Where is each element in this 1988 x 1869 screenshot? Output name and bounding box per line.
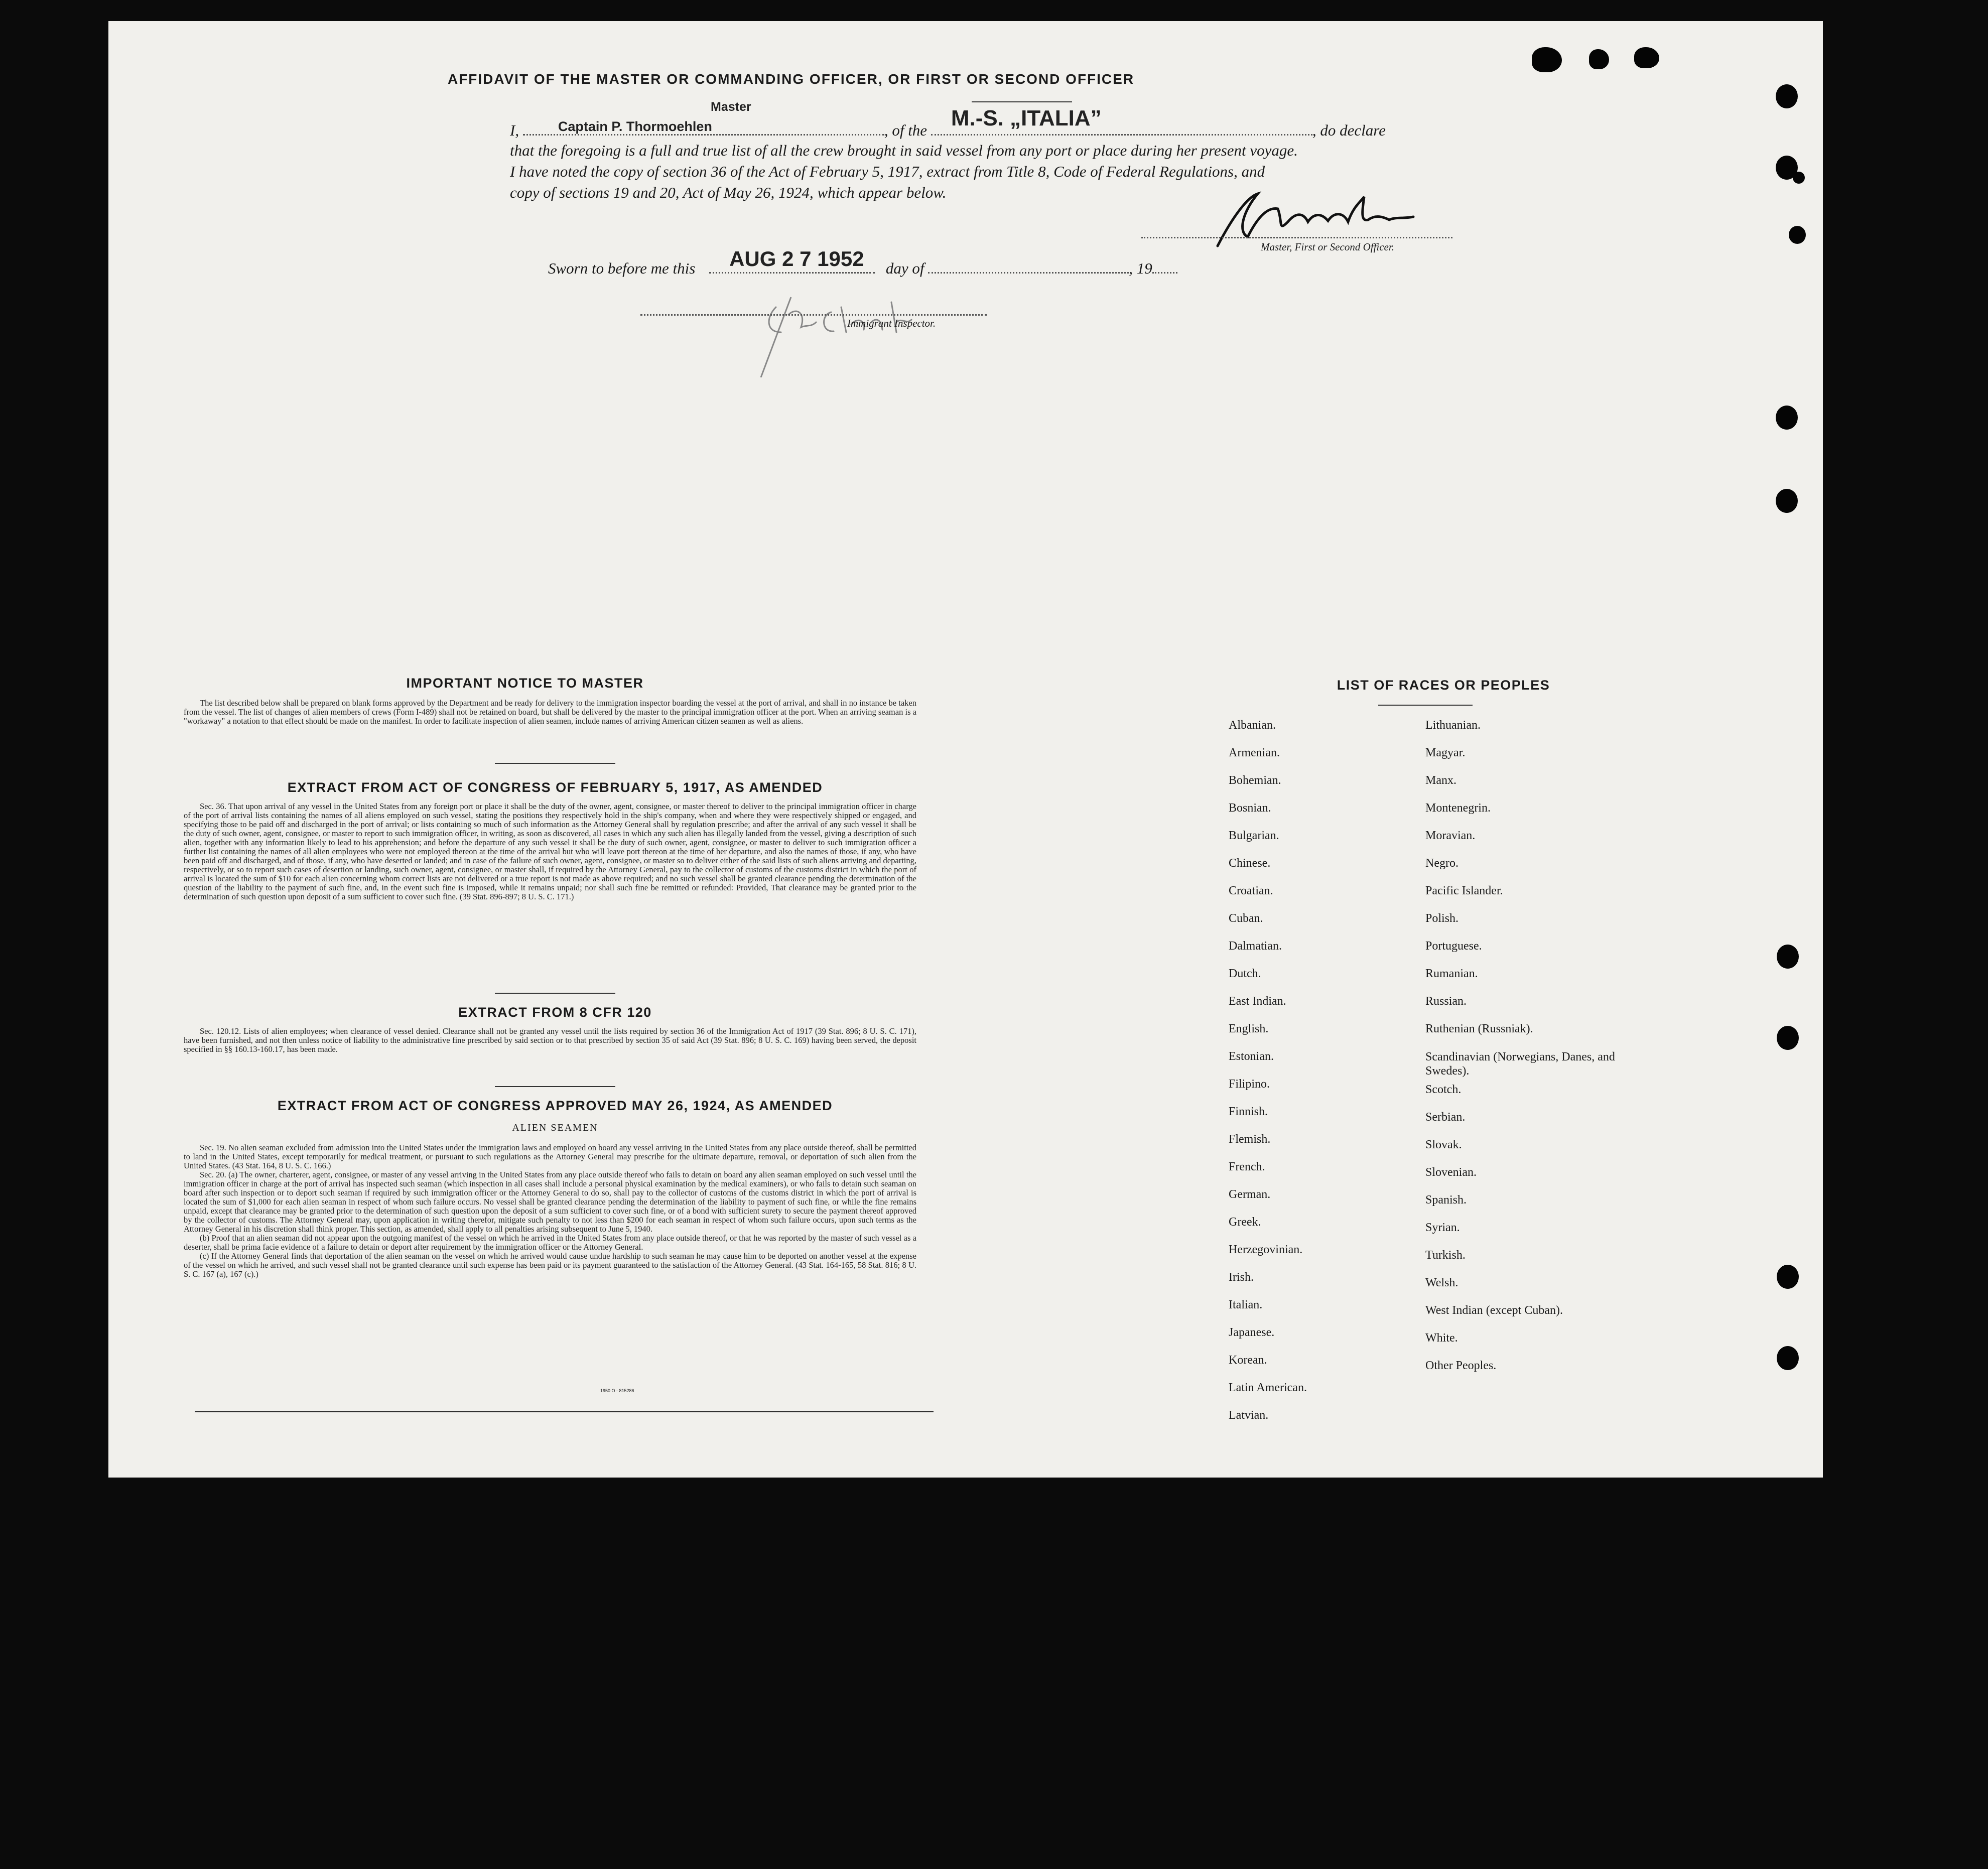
races-left-column bbox=[1229, 719, 1307, 1436]
binder-hole bbox=[1777, 945, 1799, 969]
race-item: Bohemian. bbox=[1229, 774, 1281, 787]
race-item: Estonian. bbox=[1229, 1050, 1274, 1063]
signature-caption: Master, First or Second Officer. bbox=[1261, 241, 1394, 253]
affidavit-title: AFFIDAVIT OF THE MASTER OR COMMANDING OFFICER, OR FIRST OR SECOND OFFICER bbox=[447, 71, 1135, 87]
divider bbox=[495, 993, 615, 994]
vessel-name: M.-S. „ITALIA” bbox=[951, 106, 1102, 130]
race-item: Magyar. bbox=[1425, 746, 1466, 759]
master-name-field[interactable] bbox=[523, 119, 884, 136]
inspector-caption: Immigrant Inspector. bbox=[847, 317, 936, 329]
sworn-date-field[interactable] bbox=[709, 247, 875, 274]
race-item: Japanese. bbox=[1229, 1326, 1275, 1339]
binder-hole bbox=[1777, 1026, 1799, 1050]
race-item: Rumanian. bbox=[1425, 967, 1478, 980]
signature-line bbox=[1141, 237, 1452, 238]
race-item: Russian. bbox=[1425, 995, 1467, 1008]
do-declare-label: , do declare bbox=[1312, 121, 1386, 139]
statement-line: copy of sections 19 and 20, Act of May 26, 1924, which appear below. bbox=[510, 184, 947, 201]
divider bbox=[972, 101, 1072, 102]
race-item: Bosnian. bbox=[1229, 802, 1271, 815]
race-item: Finnish. bbox=[1229, 1105, 1268, 1118]
race-item: Syrian. bbox=[1425, 1221, 1460, 1234]
race-item: Flemish. bbox=[1229, 1133, 1271, 1146]
race-item: Slovenian. bbox=[1425, 1166, 1477, 1179]
race-item: Croatian. bbox=[1229, 884, 1273, 897]
vessel-name-field[interactable] bbox=[931, 106, 1312, 136]
cfr-body bbox=[184, 1027, 916, 1054]
race-item: Greek. bbox=[1229, 1216, 1261, 1229]
race-item: Dalmatian. bbox=[1229, 940, 1282, 953]
divider bbox=[495, 1086, 615, 1087]
race-item: Spanish. bbox=[1425, 1193, 1467, 1207]
day-of-label: day of bbox=[885, 259, 924, 277]
sec-19-text: Sec. 19. No alien seaman excluded from admission into the United States under the immigration laws and employed on board any vessel arriving in the United States from any place outside thereof, shall be permitted to land in the United States, except temporarily for medical treatment, or pursuant to such regulations as the Attorney General may prescribe for the ultimate departure, removal, or deportation of such alien from the United States. (43 Stat. 164, 8 U. S. C. 166.) bbox=[184, 1143, 916, 1170]
sec-36-text: Sec. 36. That upon arrival of any vessel in the United States from any foreign port or place it shall be the duty of the owner, agent, consignee, or master thereof to deliver to the principal immigration officer in charge of the port of arrival lists containing the names of all aliens employed on such vessel, stating the positions they respectively hold in the ship's company, when and where they were respectively shipped or engaged, and specifying those to be paid off and discharged in the port of arrival; or lists containing so much of such information as the Attorney General shall by regulation prescribe; and after the arrival of any such vessel it shall be the duty of such owner, agent, consignee, or master to report to such immigration officer, in writing, as soon as discovered, all cases in which any such alien has illegally landed from the vessel, giving a description of such alien, together with any information likely to lead to his apprehension; and before the departure of any such vessel it shall be the duty of such owner, agent, consignee, or master to deliver to such immigration officer a further list containing the names of all alien employees who were not employed thereon at the time of the arrival but who will leave port thereon at the time of her departure, and also the names of those, if any, who have been paid off and discharged, and of those, if any, who have deserted or landed; and in case of the failure of such owner, agent, consignee, or master so to deliver either of the said lists of such aliens arriving and departing, respectively, or so to report such cases of desertion or landing, such owner, agent, consignee, or master shall, if required by the Attorney General, pay to the collector of customs of the customs district in which the port of arrival is located the sum of $10 for each alien concerning whom correct lists are not delivered or a true report is not made as above required; and no such vessel shall be granted clearance pending the determination of the question of the liability to the payment of such fine, and, in the event such fine is imposed, while it remains unpaid; nor shall such fine be remitted or refunded: Provided, That clearance may be granted prior to the determination of such question upon deposit of a sum sufficient to cover such fine. (39 Stat. 896-897; 8 U. S. C. 171.) bbox=[184, 802, 916, 901]
month-field[interactable] bbox=[928, 257, 1129, 274]
race-item: Turkish. bbox=[1425, 1249, 1466, 1262]
race-item: Armenian. bbox=[1229, 746, 1280, 759]
race-item: German. bbox=[1229, 1188, 1271, 1201]
year-field[interactable] bbox=[1152, 257, 1177, 274]
race-item: Italian. bbox=[1229, 1298, 1263, 1311]
race-item: Moravian. bbox=[1425, 829, 1476, 842]
sworn-line bbox=[548, 247, 1177, 278]
date-stamp: AUG 2 7 1952 bbox=[729, 247, 864, 271]
sec-120-text: Sec. 120.12. Lists of alien employees; when clearance of vessel denied. Clearance shall not be granted any vessel until the lists required by section 36 of the Immigration Act of 1917 (39 Stat. 896; 8 U. S. C. 171), have been furnished, and not then unless notice of liability to the administrative fine prescribed by said section or to that prescribed by section 35 of said Act (39 Stat. 896; 8 U. S. C. 169) having been served, the deposit specified in §§ 160.13-160.17, has been made. bbox=[184, 1026, 916, 1054]
master-typed: Master bbox=[711, 100, 751, 114]
binder-hole bbox=[1776, 406, 1798, 430]
divider bbox=[495, 763, 615, 764]
race-item: Manx. bbox=[1425, 774, 1456, 787]
race-item: Slovak. bbox=[1425, 1138, 1462, 1151]
race-item: Latin American. bbox=[1229, 1381, 1307, 1394]
extract-1924-title: EXTRACT FROM ACT OF CONGRESS APPROVED MAY 26, 1924, AS AMENDED bbox=[277, 1098, 833, 1113]
extract-1917-body bbox=[184, 802, 916, 901]
race-item: Latvian. bbox=[1229, 1409, 1269, 1422]
race-item: Other Peoples. bbox=[1425, 1359, 1497, 1372]
races-right-column bbox=[1425, 719, 1616, 1387]
race-item: Bulgarian. bbox=[1229, 829, 1279, 842]
binder-hole bbox=[1776, 489, 1798, 513]
extract-1917-title: EXTRACT FROM ACT OF CONGRESS OF FEBRUARY 5, 1917, AS AMENDED bbox=[287, 780, 823, 795]
extract-1924-body bbox=[184, 1143, 916, 1279]
document-page bbox=[108, 21, 1823, 1478]
sec-20a-text: Sec. 20. (a) The owner, charterer, agent, consignee, or master of any vessel arriving in the United States from any place outside thereof who fails to detain on board any alien seaman employed on such vessel until the immigration officer in charge at the port of arrival has inspected such seaman (which inspection in all cases shall include a personal physical examination by the medical examiners), or who fails to detain such seaman on board after such inspection or to deport such seaman if required by such immigration officer or the Attorney General to do so, shall pay to the collector of customs of the customs district in which the port of arrival is located the sum of $1,000 for each alien seaman in respect of whom such failure occurs. No vessel shall be granted clearance pending the determination of the liability to payment of such fine, or while the fine remains unpaid, except that clearance may be granted prior to the determination of such question upon the deposit of a sum sufficient to cover such fine, or of a bond with sufficient surety to secure the payment thereof approved by the collector of customs. The Attorney General may, upon application in writing therefor, mitigate such penalty to not less than $200 for each seaman in respect of whom such failure occurs, upon such terms as the Attorney General in his discretion shall think proper. This section, as amended, shall apply to all penalties arising subsequent to June 5, 1940. bbox=[184, 1170, 916, 1234]
race-item: Portuguese. bbox=[1425, 940, 1482, 953]
race-item: Scotch. bbox=[1425, 1083, 1462, 1096]
race-item: Chinese. bbox=[1229, 857, 1271, 870]
sec-20c-text: (c) If the Attorney General finds that deportation of the alien seaman on the vessel on which he arrived would cause undue hardship to such seaman he may cause him to be deported on another vessel at the expense of the vessel on which he arrived, and such vessel shall not be granted clearance until such expense has been paid or its payment guaranteed to the satisfaction of the Attorney General. (43 Stat. 164-165, 58 Stat. 816; 8 U. S. C. 167 (a), 167 (c).) bbox=[184, 1251, 916, 1279]
cfr-title: EXTRACT FROM 8 CFR 120 bbox=[458, 1005, 652, 1020]
ink-blot bbox=[1634, 47, 1659, 68]
divider bbox=[1378, 705, 1473, 706]
statement-line: that the foregoing is a full and true list of all the crew brought in said vessel from any port or place during her present voyage. bbox=[510, 142, 1298, 159]
binder-hole bbox=[1777, 1265, 1799, 1289]
race-item: Filipino. bbox=[1229, 1078, 1270, 1091]
race-item: Ruthenian (Russniak). bbox=[1425, 1022, 1533, 1035]
race-item: Lithuanian. bbox=[1425, 719, 1481, 732]
race-item: Korean. bbox=[1229, 1354, 1267, 1367]
race-item: Serbian. bbox=[1425, 1111, 1466, 1124]
race-item: Irish. bbox=[1229, 1271, 1254, 1284]
race-item: French. bbox=[1229, 1160, 1265, 1173]
race-item: Scandinavian (Norwegians, Danes, and Swedes). bbox=[1425, 1050, 1615, 1078]
race-item: Polish. bbox=[1425, 912, 1459, 925]
notice-text: The list described below shall be prepared on blank forms approved by the Department and be ready for delivery to the immigration inspector boarding the vessel at the port of arrival, and shall in no instance be taken from the vessel. The list of changes of alien members of crews (Form I-489) shall not be retained on board, but shall be delivered by the master to the principal immigration officer at the port. When an arriving seaman is a "workaway" a notation to that effect should be made on the manifest. In order to facilitate inspection of alien seamen, include names of arriving American citizen seamen as well as aliens. bbox=[184, 698, 916, 726]
race-item: Dutch. bbox=[1229, 967, 1261, 980]
race-item: English. bbox=[1229, 1022, 1269, 1035]
binder-hole bbox=[1776, 84, 1798, 108]
race-item: West Indian (except Cuban). bbox=[1425, 1304, 1563, 1317]
year-label: , 19 bbox=[1129, 259, 1152, 277]
race-item: Welsh. bbox=[1425, 1276, 1459, 1289]
race-item: Herzegovinian. bbox=[1229, 1243, 1303, 1256]
printer-mark: 1950 O - 815286 bbox=[600, 1388, 634, 1393]
alien-seamen-subtitle: ALIEN SEAMEN bbox=[512, 1122, 598, 1133]
master-name: Captain P. Thormoehlen bbox=[558, 119, 712, 134]
race-item: White. bbox=[1425, 1331, 1458, 1345]
statement-line: I have noted the copy of section 36 of the Act of February 5, 1917, extract from Title 8, Code of Federal Regulations, and bbox=[510, 163, 1265, 180]
binder-hole bbox=[1793, 172, 1805, 184]
race-item: Pacific Islander. bbox=[1425, 884, 1503, 897]
ink-blot bbox=[1532, 47, 1562, 72]
binder-hole bbox=[1777, 1346, 1799, 1370]
race-item: Albanian. bbox=[1229, 719, 1276, 732]
inspector-line bbox=[640, 314, 987, 316]
sec-20b-text: (b) Proof that an alien seaman did not appear upon the outgoing manifest of the vessel on which he arrived in the United States from any place outside thereof, or that he was reported by the master of such vessel as a deserter, shall be prima facie evidence of a failure to detain or deport after requirement by the immigration officer or the Attorney General. bbox=[184, 1233, 916, 1252]
race-item: Negro. bbox=[1425, 857, 1459, 870]
binder-hole bbox=[1789, 226, 1806, 244]
notice-title: IMPORTANT NOTICE TO MASTER bbox=[406, 676, 644, 691]
of-the-label: , of the bbox=[884, 121, 927, 139]
bottom-rule bbox=[195, 1411, 934, 1412]
sworn-label: Sworn to before me this bbox=[548, 259, 696, 277]
notice-body bbox=[184, 699, 916, 726]
race-item: Cuban. bbox=[1229, 912, 1263, 925]
i-label: I, bbox=[510, 121, 519, 139]
ink-blot bbox=[1589, 49, 1609, 69]
races-title: LIST OF RACES OR PEOPLES bbox=[1337, 678, 1550, 693]
race-item: Montenegrin. bbox=[1425, 802, 1491, 815]
race-item: East Indian. bbox=[1229, 995, 1286, 1008]
